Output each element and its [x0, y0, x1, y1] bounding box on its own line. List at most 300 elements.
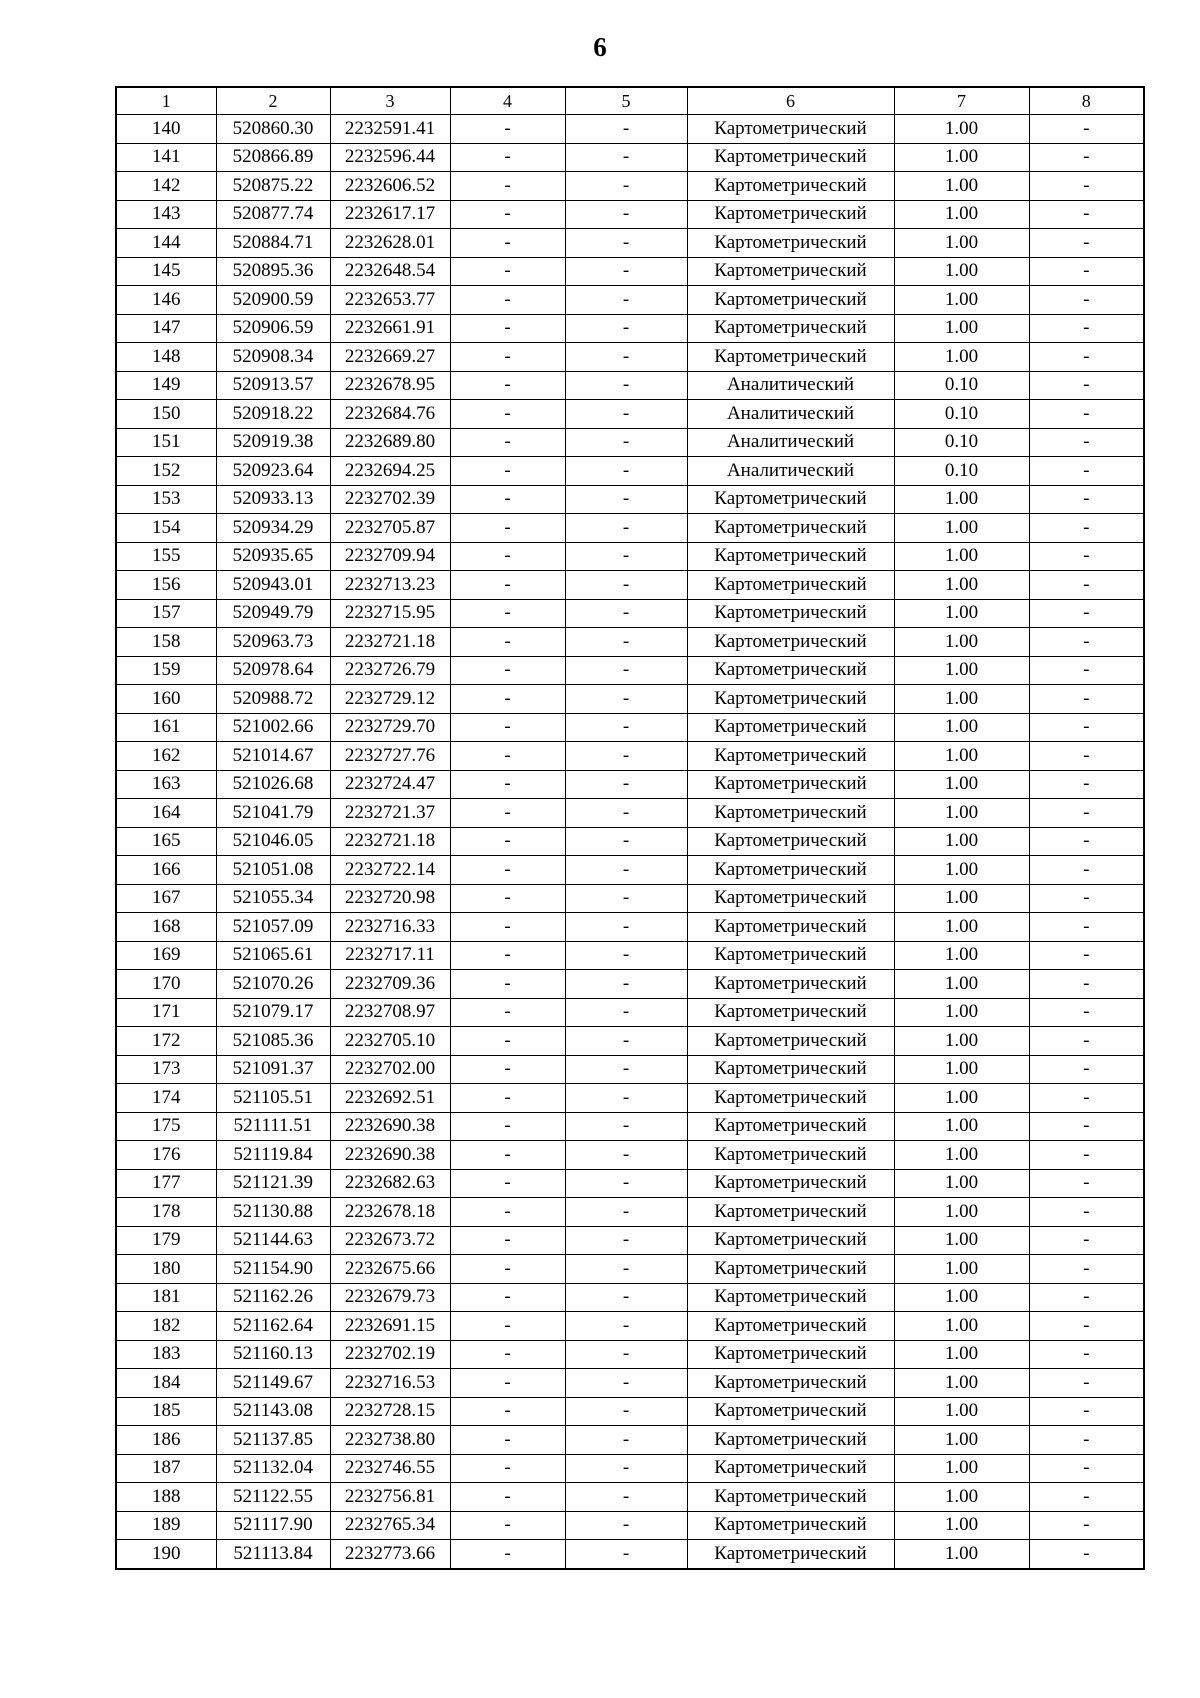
table-cell-col-4: -	[450, 998, 565, 1027]
table-cell-col-2: 520884.71	[216, 229, 330, 258]
table-cell-col-7: 1.00	[894, 685, 1029, 714]
table-cell-col-5: -	[565, 1084, 687, 1113]
table-cell-col-3: 2232684.76	[330, 400, 450, 429]
table-cell-col-8: -	[1029, 200, 1144, 229]
table-cell-col-7: 1.00	[894, 656, 1029, 685]
table-cell-col-4: -	[450, 1084, 565, 1113]
table-cell-col-8: -	[1029, 1027, 1144, 1056]
table-cell-col-2: 521117.90	[216, 1511, 330, 1540]
column-header-1: 1	[116, 87, 216, 115]
table-cell-col-8: -	[1029, 143, 1144, 172]
table-cell-col-2: 521160.13	[216, 1340, 330, 1369]
table-cell-col-4: -	[450, 457, 565, 486]
table-cell-col-1: 149	[116, 371, 216, 400]
table-cell-col-8: -	[1029, 115, 1144, 144]
table-cell-col-6: Картометрический	[687, 1540, 894, 1569]
table-cell-col-1: 156	[116, 571, 216, 600]
table-cell-col-6: Картометрический	[687, 884, 894, 913]
table-cell-col-2: 520963.73	[216, 628, 330, 657]
table-cell-col-3: 2232721.18	[330, 827, 450, 856]
table-cell-col-5: -	[565, 1055, 687, 1084]
table-cell-col-2: 521132.04	[216, 1454, 330, 1483]
table-cell-col-6: Картометрический	[687, 1169, 894, 1198]
table-cell-col-8: -	[1029, 599, 1144, 628]
table-cell-col-6: Аналитический	[687, 457, 894, 486]
table-cell-col-8: -	[1029, 1141, 1144, 1170]
table-row	[116, 1426, 1144, 1455]
table-cell-col-5: -	[565, 1312, 687, 1341]
table-cell-col-6: Картометрический	[687, 1226, 894, 1255]
table-cell-col-3: 2232721.18	[330, 628, 450, 657]
table-cell-col-5: -	[565, 827, 687, 856]
table-cell-col-5: -	[565, 799, 687, 828]
table-cell-col-8: -	[1029, 1426, 1144, 1455]
table-cell-col-4: -	[450, 514, 565, 543]
table-cell-col-3: 2232726.79	[330, 656, 450, 685]
table-cell-col-8: -	[1029, 742, 1144, 771]
table-cell-col-3: 2232709.36	[330, 970, 450, 999]
table-cell-col-3: 2232606.52	[330, 172, 450, 201]
table-cell-col-7: 1.00	[894, 1027, 1029, 1056]
table-cell-col-7: 1.00	[894, 1112, 1029, 1141]
table-cell-col-6: Картометрический	[687, 1141, 894, 1170]
table-row	[116, 514, 1144, 543]
table-cell-col-2: 520900.59	[216, 286, 330, 315]
table-cell-col-4: -	[450, 286, 565, 315]
table-cell-col-8: -	[1029, 1169, 1144, 1198]
table-cell-col-5: -	[565, 599, 687, 628]
table-cell-col-6: Картометрический	[687, 1198, 894, 1227]
table-cell-col-5: -	[565, 1283, 687, 1312]
table-cell-col-6: Картометрический	[687, 941, 894, 970]
column-header-7: 7	[894, 87, 1029, 115]
table-cell-col-3: 2232709.94	[330, 542, 450, 571]
table-cell-col-3: 2232689.80	[330, 428, 450, 457]
table-cell-col-2: 521105.51	[216, 1084, 330, 1113]
table-cell-col-2: 521130.88	[216, 1198, 330, 1227]
table-cell-col-3: 2232694.25	[330, 457, 450, 486]
table-cell-col-8: -	[1029, 571, 1144, 600]
table-cell-col-5: -	[565, 286, 687, 315]
table-cell-col-6: Картометрический	[687, 115, 894, 144]
table-cell-col-1: 140	[116, 115, 216, 144]
table-cell-col-6: Картометрический	[687, 172, 894, 201]
table-row	[116, 856, 1144, 885]
table-row	[116, 343, 1144, 372]
table-cell-col-2: 521162.64	[216, 1312, 330, 1341]
table-cell-col-4: -	[450, 314, 565, 343]
table-cell-col-4: -	[450, 884, 565, 913]
table-cell-col-5: -	[565, 1454, 687, 1483]
table-cell-col-4: -	[450, 941, 565, 970]
table-row	[116, 770, 1144, 799]
table-cell-col-1: 153	[116, 485, 216, 514]
table-cell-col-1: 178	[116, 1198, 216, 1227]
table-row	[116, 314, 1144, 343]
table-cell-col-1: 157	[116, 599, 216, 628]
table-cell-col-5: -	[565, 1511, 687, 1540]
table-cell-col-6: Картометрический	[687, 713, 894, 742]
table-cell-col-7: 1.00	[894, 143, 1029, 172]
table-cell-col-3: 2232717.11	[330, 941, 450, 970]
table-cell-col-7: 1.00	[894, 343, 1029, 372]
table-cell-col-2: 520860.30	[216, 115, 330, 144]
table-cell-col-3: 2232728.15	[330, 1397, 450, 1426]
table-cell-col-3: 2232773.66	[330, 1540, 450, 1569]
table-cell-col-7: 1.00	[894, 1369, 1029, 1398]
table-cell-col-1: 189	[116, 1511, 216, 1540]
table-cell-col-4: -	[450, 685, 565, 714]
table-cell-col-4: -	[450, 1283, 565, 1312]
table-cell-col-7: 1.00	[894, 542, 1029, 571]
table-cell-col-3: 2232653.77	[330, 286, 450, 315]
table-cell-col-7: 1.00	[894, 172, 1029, 201]
table-cell-col-3: 2232675.66	[330, 1255, 450, 1284]
table-row	[116, 998, 1144, 1027]
table-cell-col-2: 520913.57	[216, 371, 330, 400]
table-cell-col-6: Картометрический	[687, 257, 894, 286]
table-cell-col-3: 2232648.54	[330, 257, 450, 286]
table-cell-col-5: -	[565, 200, 687, 229]
table-row	[116, 1112, 1144, 1141]
table-cell-col-6: Картометрический	[687, 1454, 894, 1483]
table-cell-col-4: -	[450, 1255, 565, 1284]
table-row	[116, 713, 1144, 742]
table-cell-col-7: 0.10	[894, 400, 1029, 429]
table-cell-col-8: -	[1029, 656, 1144, 685]
table-cell-col-4: -	[450, 428, 565, 457]
table-cell-col-1: 180	[116, 1255, 216, 1284]
column-header-5: 5	[565, 87, 687, 115]
table-cell-col-5: -	[565, 656, 687, 685]
table-cell-col-5: -	[565, 172, 687, 201]
table-cell-col-1: 155	[116, 542, 216, 571]
table-row	[116, 115, 1144, 144]
table-row	[116, 1198, 1144, 1227]
table-cell-col-3: 2232678.95	[330, 371, 450, 400]
table-cell-col-2: 520877.74	[216, 200, 330, 229]
table-cell-col-4: -	[450, 770, 565, 799]
table-cell-col-1: 184	[116, 1369, 216, 1398]
table-cell-col-8: -	[1029, 286, 1144, 315]
table-cell-col-7: 1.00	[894, 1483, 1029, 1512]
table-cell-col-5: -	[565, 1397, 687, 1426]
table-cell-col-7: 1.00	[894, 713, 1029, 742]
table-cell-col-7: 1.00	[894, 571, 1029, 600]
table-cell-col-1: 176	[116, 1141, 216, 1170]
table-cell-col-4: -	[450, 1340, 565, 1369]
table-cell-col-1: 148	[116, 343, 216, 372]
table-cell-col-3: 2232716.53	[330, 1369, 450, 1398]
table-cell-col-8: -	[1029, 856, 1144, 885]
table-cell-col-6: Аналитический	[687, 428, 894, 457]
table-cell-col-1: 150	[116, 400, 216, 429]
table-cell-col-8: -	[1029, 913, 1144, 942]
table-cell-col-2: 520943.01	[216, 571, 330, 600]
table-cell-col-3: 2232721.37	[330, 799, 450, 828]
table-cell-col-7: 1.00	[894, 1198, 1029, 1227]
table-cell-col-7: 1.00	[894, 485, 1029, 514]
table-row	[116, 742, 1144, 771]
table-row	[116, 827, 1144, 856]
table-cell-col-6: Картометрический	[687, 799, 894, 828]
table-cell-col-2: 521111.51	[216, 1112, 330, 1141]
table-cell-col-3: 2232702.39	[330, 485, 450, 514]
table-row	[116, 1369, 1144, 1398]
table-cell-col-4: -	[450, 742, 565, 771]
table-cell-col-3: 2232713.23	[330, 571, 450, 600]
table-cell-col-4: -	[450, 1169, 565, 1198]
table-cell-col-7: 1.00	[894, 1226, 1029, 1255]
table-cell-col-1: 167	[116, 884, 216, 913]
table-cell-col-2: 520895.36	[216, 257, 330, 286]
table-cell-col-8: -	[1029, 827, 1144, 856]
table-cell-col-7: 0.10	[894, 371, 1029, 400]
table-cell-col-5: -	[565, 970, 687, 999]
column-header-3: 3	[330, 87, 450, 115]
table-body	[116, 115, 1144, 1569]
table-cell-col-2: 520875.22	[216, 172, 330, 201]
table-cell-col-1: 190	[116, 1540, 216, 1569]
table-cell-col-1: 147	[116, 314, 216, 343]
table-cell-col-6: Картометрический	[687, 685, 894, 714]
table-cell-col-8: -	[1029, 713, 1144, 742]
table-cell-col-5: -	[565, 1340, 687, 1369]
table-cell-col-8: -	[1029, 428, 1144, 457]
table-cell-col-4: -	[450, 1511, 565, 1540]
table-cell-col-7: 1.00	[894, 514, 1029, 543]
table-cell-col-7: 1.00	[894, 257, 1029, 286]
table-cell-col-5: -	[565, 1141, 687, 1170]
table-cell-col-2: 521055.34	[216, 884, 330, 913]
table-cell-col-8: -	[1029, 1454, 1144, 1483]
table-cell-col-8: -	[1029, 1055, 1144, 1084]
table-cell-col-7: 1.00	[894, 941, 1029, 970]
table-row	[116, 1169, 1144, 1198]
table-row	[116, 941, 1144, 970]
table-cell-col-2: 520906.59	[216, 314, 330, 343]
table-cell-col-8: -	[1029, 884, 1144, 913]
table-cell-col-3: 2232756.81	[330, 1483, 450, 1512]
table-cell-col-2: 521091.37	[216, 1055, 330, 1084]
table-cell-col-8: -	[1029, 628, 1144, 657]
table-cell-col-2: 520919.38	[216, 428, 330, 457]
table-row	[116, 884, 1144, 913]
table-cell-col-2: 521026.68	[216, 770, 330, 799]
table-row	[116, 1540, 1144, 1569]
table-cell-col-5: -	[565, 542, 687, 571]
table-cell-col-4: -	[450, 1454, 565, 1483]
table-cell-col-1: 141	[116, 143, 216, 172]
table-cell-col-2: 520935.65	[216, 542, 330, 571]
table-row	[116, 1027, 1144, 1056]
table-cell-col-1: 182	[116, 1312, 216, 1341]
table-cell-col-4: -	[450, 970, 565, 999]
table-cell-col-3: 2232678.18	[330, 1198, 450, 1227]
table-row	[116, 1483, 1144, 1512]
table-cell-col-1: 170	[116, 970, 216, 999]
table-cell-col-6: Картометрический	[687, 742, 894, 771]
table-cell-col-4: -	[450, 400, 565, 429]
table-cell-col-3: 2232679.73	[330, 1283, 450, 1312]
table-cell-col-3: 2232722.14	[330, 856, 450, 885]
table-cell-col-2: 521085.36	[216, 1027, 330, 1056]
table-row	[116, 599, 1144, 628]
table-cell-col-6: Картометрический	[687, 1369, 894, 1398]
table-cell-col-6: Картометрический	[687, 998, 894, 1027]
table-cell-col-1: 171	[116, 998, 216, 1027]
table-cell-col-6: Картометрический	[687, 229, 894, 258]
table-cell-col-1: 151	[116, 428, 216, 457]
table-row	[116, 542, 1144, 571]
table-cell-col-1: 181	[116, 1283, 216, 1312]
table-cell-col-5: -	[565, 1226, 687, 1255]
table-cell-col-5: -	[565, 343, 687, 372]
table-cell-col-8: -	[1029, 1511, 1144, 1540]
table-cell-col-3: 2232702.00	[330, 1055, 450, 1084]
table-cell-col-2: 520918.22	[216, 400, 330, 429]
table-cell-col-7: 1.00	[894, 229, 1029, 258]
table-cell-col-8: -	[1029, 172, 1144, 201]
table-cell-col-1: 162	[116, 742, 216, 771]
table-cell-col-6: Картометрический	[687, 1112, 894, 1141]
table-cell-col-5: -	[565, 1027, 687, 1056]
table-cell-col-4: -	[450, 1198, 565, 1227]
table-cell-col-1: 166	[116, 856, 216, 885]
table-cell-col-8: -	[1029, 314, 1144, 343]
table-cell-col-6: Картометрический	[687, 628, 894, 657]
table-cell-col-8: -	[1029, 998, 1144, 1027]
table-cell-col-7: 1.00	[894, 1540, 1029, 1569]
table-cell-col-3: 2232596.44	[330, 143, 450, 172]
table-cell-col-2: 521137.85	[216, 1426, 330, 1455]
table-cell-col-6: Картометрический	[687, 1340, 894, 1369]
table-cell-col-5: -	[565, 770, 687, 799]
page-number: 6	[593, 32, 607, 62]
table-cell-col-3: 2232591.41	[330, 115, 450, 144]
table-cell-col-4: -	[450, 1540, 565, 1569]
table-cell-col-4: -	[450, 200, 565, 229]
table-cell-col-5: -	[565, 400, 687, 429]
table-cell-col-6: Картометрический	[687, 143, 894, 172]
table-cell-col-5: -	[565, 913, 687, 942]
table-cell-col-6: Картометрический	[687, 286, 894, 315]
table-row	[116, 1084, 1144, 1113]
table-cell-col-5: -	[565, 856, 687, 885]
table-cell-col-7: 1.00	[894, 1283, 1029, 1312]
table-cell-col-5: -	[565, 143, 687, 172]
table-cell-col-1: 177	[116, 1169, 216, 1198]
table-cell-col-6: Картометрический	[687, 970, 894, 999]
table-cell-col-3: 2232702.19	[330, 1340, 450, 1369]
table-cell-col-1: 146	[116, 286, 216, 315]
table-cell-col-7: 1.00	[894, 1454, 1029, 1483]
table-cell-col-8: -	[1029, 514, 1144, 543]
table-cell-col-6: Картометрический	[687, 343, 894, 372]
table-cell-col-7: 1.00	[894, 286, 1029, 315]
table-cell-col-4: -	[450, 485, 565, 514]
table-row	[116, 799, 1144, 828]
table-cell-col-4: -	[450, 257, 565, 286]
table-cell-col-1: 172	[116, 1027, 216, 1056]
table-cell-col-1: 145	[116, 257, 216, 286]
table-cell-col-1: 169	[116, 941, 216, 970]
table-cell-col-5: -	[565, 485, 687, 514]
table-cell-col-1: 142	[116, 172, 216, 201]
table-cell-col-2: 520934.29	[216, 514, 330, 543]
table-cell-col-5: -	[565, 941, 687, 970]
table-row	[116, 1055, 1144, 1084]
table-cell-col-4: -	[450, 1397, 565, 1426]
table-cell-col-1: 159	[116, 656, 216, 685]
table-cell-col-1: 144	[116, 229, 216, 258]
table-cell-col-2: 521121.39	[216, 1169, 330, 1198]
table-cell-col-2: 520908.34	[216, 343, 330, 372]
table-cell-col-2: 520988.72	[216, 685, 330, 714]
table-cell-col-3: 2232673.72	[330, 1226, 450, 1255]
column-header-2: 2	[216, 87, 330, 115]
table-row	[116, 685, 1144, 714]
table-row	[116, 400, 1144, 429]
table-cell-col-2: 521002.66	[216, 713, 330, 742]
table-cell-col-6: Картометрический	[687, 856, 894, 885]
table-cell-col-7: 1.00	[894, 1255, 1029, 1284]
table-row	[116, 1312, 1144, 1341]
table-cell-col-4: -	[450, 856, 565, 885]
table-cell-col-1: 188	[116, 1483, 216, 1512]
table-cell-col-8: -	[1029, 1226, 1144, 1255]
table-cell-col-5: -	[565, 1483, 687, 1512]
table-cell-col-8: -	[1029, 343, 1144, 372]
table-cell-col-8: -	[1029, 1283, 1144, 1312]
table-cell-col-2: 521046.05	[216, 827, 330, 856]
table-cell-col-8: -	[1029, 1084, 1144, 1113]
table-cell-col-4: -	[450, 115, 565, 144]
table-row	[116, 286, 1144, 315]
column-header-6: 6	[687, 87, 894, 115]
table-cell-col-1: 186	[116, 1426, 216, 1455]
table-cell-col-7: 0.10	[894, 428, 1029, 457]
table-cell-col-5: -	[565, 115, 687, 144]
table-cell-col-6: Картометрический	[687, 485, 894, 514]
table-cell-col-2: 521154.90	[216, 1255, 330, 1284]
coordinates-table	[115, 86, 1145, 1570]
table-cell-col-3: 2232729.70	[330, 713, 450, 742]
table-cell-col-2: 520923.64	[216, 457, 330, 486]
table-cell-col-1: 160	[116, 685, 216, 714]
table-cell-col-2: 521014.67	[216, 742, 330, 771]
table-row	[116, 1141, 1144, 1170]
table-cell-col-7: 1.00	[894, 827, 1029, 856]
table-row	[116, 1511, 1144, 1540]
table-cell-col-4: -	[450, 1426, 565, 1455]
table-cell-col-4: -	[450, 1312, 565, 1341]
table-cell-col-4: -	[450, 371, 565, 400]
table-cell-col-6: Картометрический	[687, 1312, 894, 1341]
table-cell-col-5: -	[565, 314, 687, 343]
table-cell-col-2: 521079.17	[216, 998, 330, 1027]
table-cell-col-4: -	[450, 229, 565, 258]
table-cell-col-5: -	[565, 229, 687, 258]
table-cell-col-3: 2232724.47	[330, 770, 450, 799]
table-row	[116, 656, 1144, 685]
table-cell-col-7: 1.00	[894, 856, 1029, 885]
table-cell-col-8: -	[1029, 1112, 1144, 1141]
table-cell-col-5: -	[565, 1198, 687, 1227]
table-row	[116, 200, 1144, 229]
table-cell-col-1: 163	[116, 770, 216, 799]
table-row	[116, 1397, 1144, 1426]
